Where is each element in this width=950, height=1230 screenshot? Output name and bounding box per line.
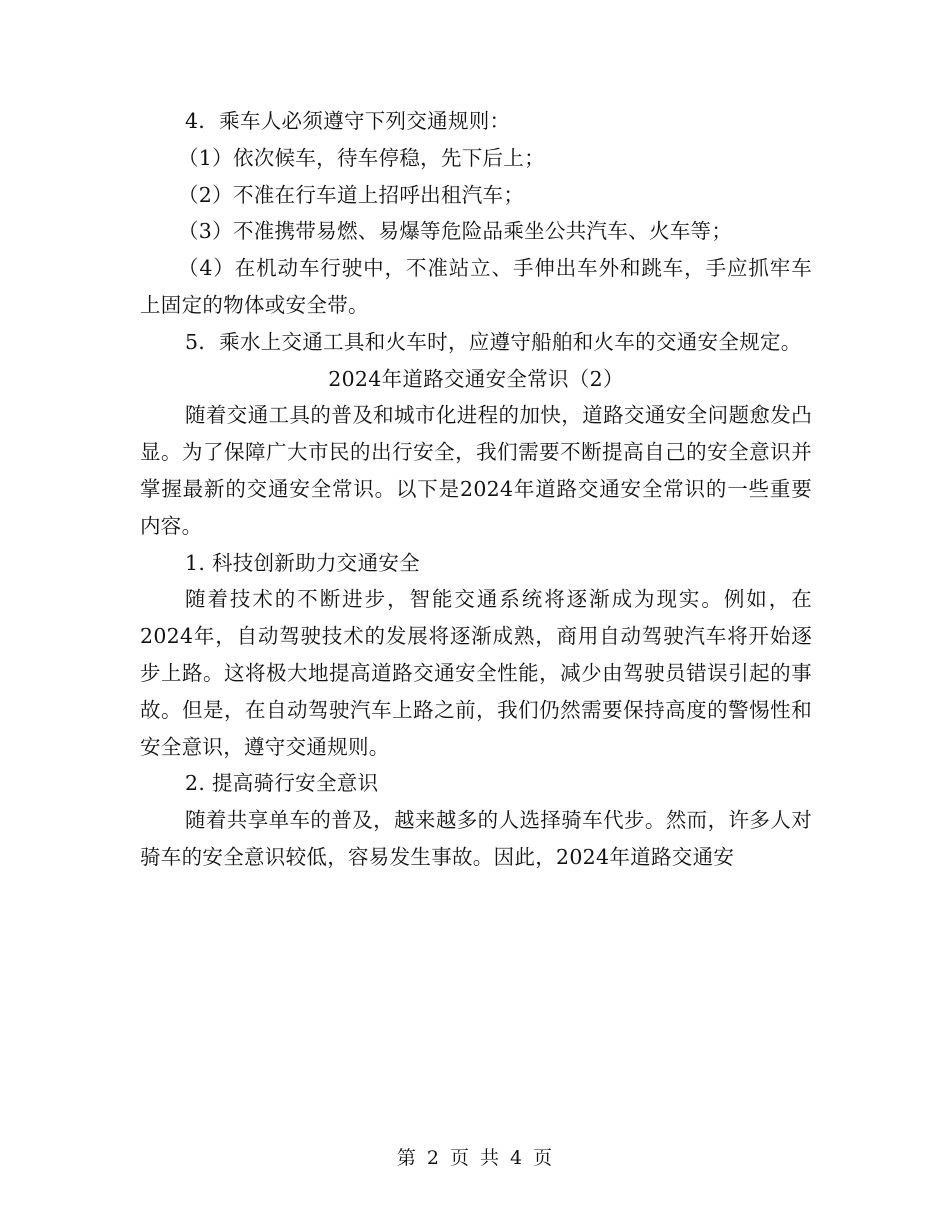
rule-4-item-2: （2）不准在行车道上招呼出租汽车； [178,182,525,207]
rule-4-intro: 4．乘车人必须遵守下列交通规则： [185,109,511,133]
subheading-1: 1. 科技创新助力交通安全 [185,550,420,575]
intro-paragraph: 随着交通工具的普及和城市化进程的加快，道路交通安全问题愈发凸显。为了保障广大市民的出行安全，我们需要不断提高自己的安全意识并掌握最新的交通安全常识。以下是2024年道路交通安全常识的一些重要内容。 [140,403,812,538]
section-title: 2024年道路交通安全常识（2） [328,366,624,391]
rule-4-item-3: （3）不准携带易燃、易爆等危险品乘坐公共汽车、火车等； [178,219,733,244]
subheading-2: 2. 提高骑行安全意识 [185,771,379,796]
document-body [140,103,812,876]
page-number-footer: 第 2 页 共 4 页 [396,1147,554,1169]
rule-4-item-1: （1）依次候车，待车停稳，先下后上； [178,145,545,170]
rule-4-item-4: （4）在机动车行驶中，不准站立、手伸出车外和跳车，手应抓牢车上固定的物体或安全带。 [140,256,812,317]
paragraph-cycling: 随着共享单车的普及，越来越多的人选择骑车代步。然而，许多人对骑车的安全意识较低，容易发生事故。因此，2024年道路交通安 [140,808,812,869]
paragraph-tech: 随着技术的不断进步，智能交通系统将逐渐成为现实。例如，在2024年，自动驾驶技术的发展将逐渐成熟，商用自动驾驶汽车将开始逐步上路。这将极大地提高道路交通安全性能，减少由驾驶员错误引起的事故。但是，在自动驾驶汽车上路之前，我们仍然需要保持高度的警惕性和安全意识，遵守交通规则。 [140,587,812,759]
rule-5: 5．乘水上交通工具和火车时，应遵守船舶和火车的交通安全规定。 [185,329,802,354]
